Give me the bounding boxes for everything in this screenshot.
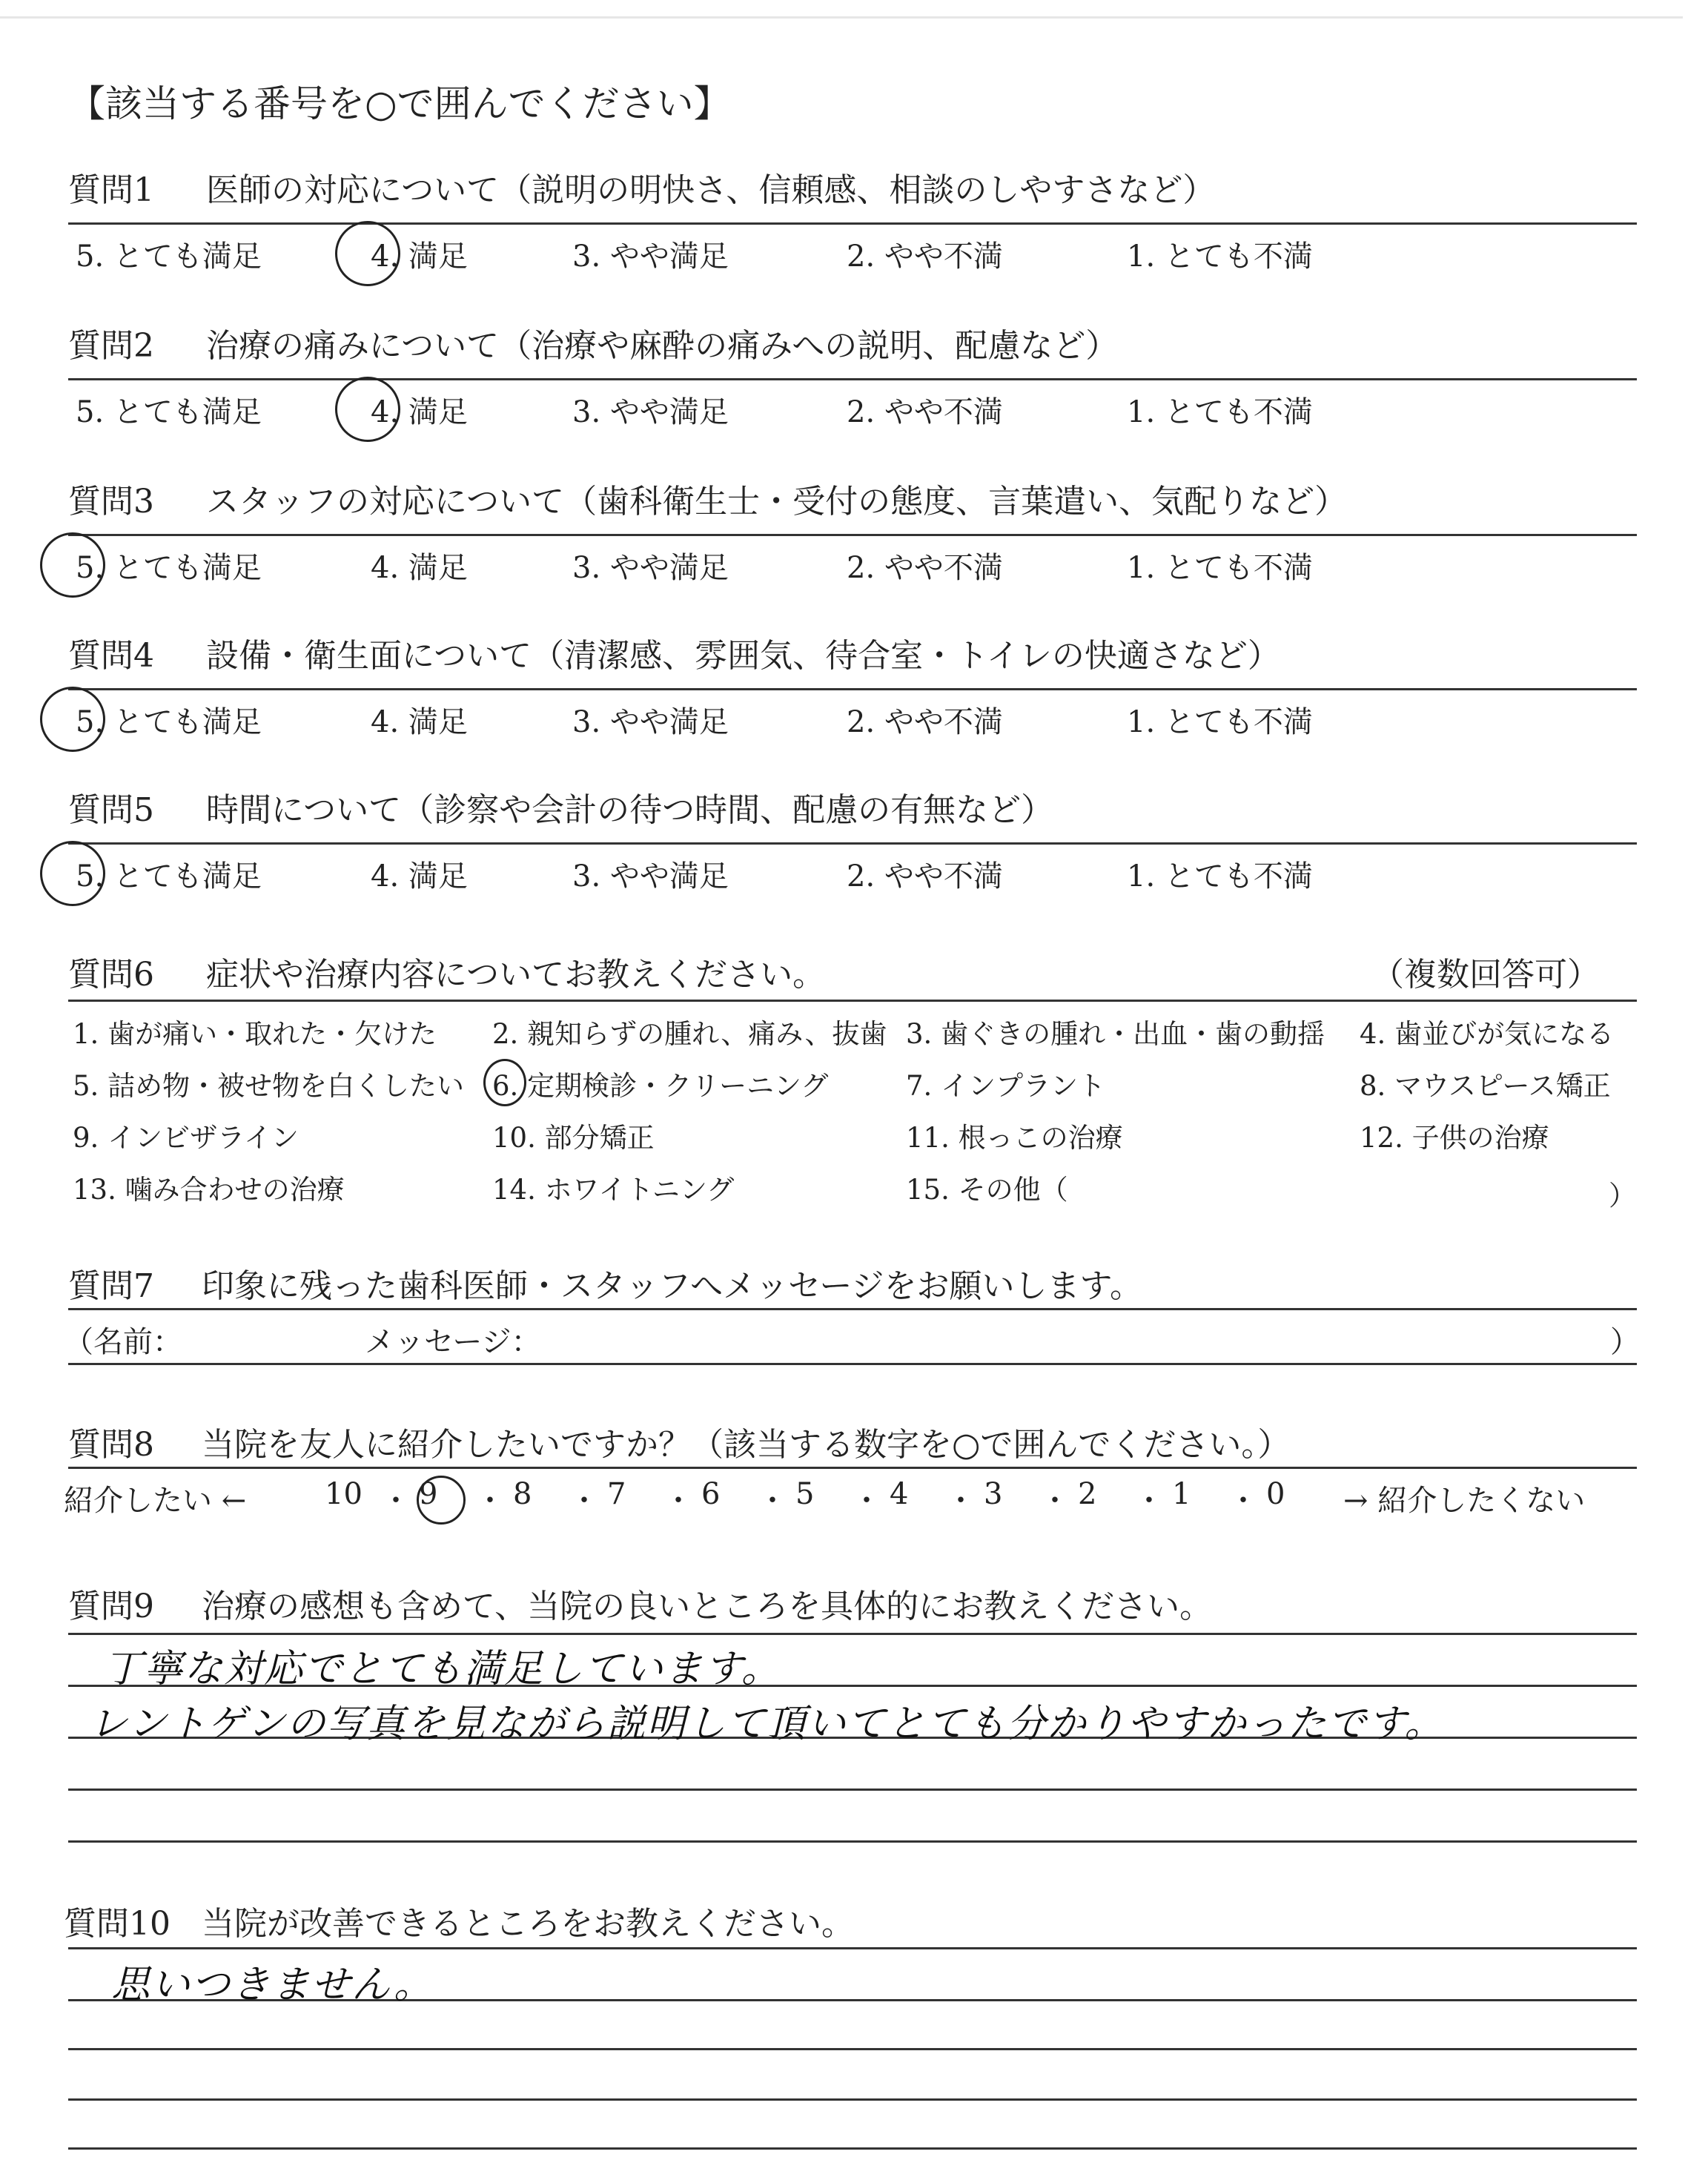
q6-option-6[interactable]: 6. 定期検診・クリーニング bbox=[492, 1070, 829, 1102]
q5-rule bbox=[68, 842, 1637, 845]
q6-option-4[interactable]: 4. 歯並びが気になる bbox=[1360, 1018, 1615, 1050]
q8-separator: ・ bbox=[946, 1484, 976, 1518]
q3-option-1[interactable]: 1. とても不満 bbox=[1127, 551, 1313, 585]
q4-option-4[interactable]: 4. 満足 bbox=[371, 705, 468, 739]
q2-option-5[interactable]: 5. とても満足 bbox=[76, 395, 262, 429]
q5-option-4[interactable]: 4. 満足 bbox=[371, 859, 468, 894]
q2-selection-circle[interactable] bbox=[335, 377, 400, 442]
q6-option-15[interactable]: 15. その他（ bbox=[906, 1174, 1068, 1206]
q9-label: 質問9 bbox=[68, 1588, 154, 1625]
q9-answer-line-2[interactable]: レントゲンの写真を見ながら説明して頂いてとても分かりやすかったです。 bbox=[89, 1702, 1445, 1746]
q4-option-1[interactable]: 1. とても不満 bbox=[1127, 705, 1313, 739]
q8-scale-2[interactable]: 2 bbox=[1078, 1477, 1097, 1511]
q1-selection-circle[interactable] bbox=[335, 221, 400, 286]
q8-scale-7[interactable]: 7 bbox=[607, 1477, 626, 1511]
q10-label: 質問10 bbox=[64, 1905, 171, 1943]
q8-separator: ・ bbox=[758, 1484, 787, 1518]
q10-rule-1 bbox=[68, 1947, 1637, 1949]
q6-option-13[interactable]: 13. 噛み合わせの治療 bbox=[73, 1174, 345, 1206]
q5-option-3[interactable]: 3. やや満足 bbox=[572, 859, 729, 894]
q6-close-paren: ） bbox=[1609, 1180, 1636, 1212]
form-header: 【該当する番号を○で囲んでください】 bbox=[68, 82, 731, 125]
q8-scale-3[interactable]: 3 bbox=[984, 1477, 1003, 1511]
q7-rule bbox=[68, 1308, 1637, 1310]
q6-option-11[interactable]: 11. 根っこの治療 bbox=[906, 1122, 1123, 1154]
q6-option-1[interactable]: 1. 歯が痛い・取れた・欠けた bbox=[73, 1018, 437, 1050]
q1-option-4[interactable]: 4. 満足 bbox=[371, 240, 468, 274]
q5-label: 質問5 bbox=[68, 791, 154, 829]
scan-edge bbox=[0, 16, 1683, 19]
q4-option-5[interactable]: 5. とても満足 bbox=[76, 705, 262, 739]
q2-rule bbox=[68, 378, 1637, 380]
q8-separator: ・ bbox=[475, 1484, 505, 1518]
q8-separator: ・ bbox=[663, 1484, 693, 1518]
q1-option-5[interactable]: 5. とても満足 bbox=[76, 240, 262, 274]
q6-option-12[interactable]: 12. 子供の治療 bbox=[1360, 1122, 1549, 1154]
q4-label: 質問4 bbox=[68, 637, 154, 675]
q8-scale-1[interactable]: 1 bbox=[1172, 1477, 1191, 1511]
q10-rule-5 bbox=[68, 2147, 1637, 2150]
q6-option-10[interactable]: 10. 部分矯正 bbox=[492, 1122, 655, 1154]
q8-separator: ・ bbox=[569, 1484, 599, 1518]
q6-note: （複数回答可） bbox=[1371, 956, 1600, 994]
q7-name-label: （名前： bbox=[64, 1325, 182, 1359]
q1-text: 医師の対応について（説明の明快さ、信頼感、相談のしやすさなど） bbox=[206, 171, 1216, 209]
q8-separator: ・ bbox=[381, 1484, 411, 1518]
q8-separator: ・ bbox=[1228, 1484, 1258, 1518]
q1-rule bbox=[68, 222, 1637, 225]
q8-scale-8[interactable]: 8 bbox=[513, 1477, 532, 1511]
q8-scale-5[interactable]: 5 bbox=[795, 1477, 815, 1511]
q4-option-2[interactable]: 2. やや不満 bbox=[847, 705, 1003, 739]
q9-text: 治療の感想も含めて、当院の良いところを具体的にお教えください。 bbox=[202, 1588, 1213, 1625]
q4-option-3[interactable]: 3. やや満足 bbox=[572, 705, 729, 739]
q8-separator: ・ bbox=[852, 1484, 881, 1518]
q10-rule-4 bbox=[68, 2098, 1637, 2101]
q6-selection-circle[interactable] bbox=[483, 1059, 526, 1106]
q3-text: スタッフの対応について（歯科衛生士・受付の態度、言葉遣い、気配りなど） bbox=[206, 483, 1348, 521]
q3-rule bbox=[68, 534, 1637, 536]
q8-scale-10[interactable]: 10 bbox=[325, 1477, 363, 1511]
q6-text: 症状や治療内容についてお教えください。 bbox=[206, 956, 826, 994]
q10-answer-line-1[interactable]: 思いつきません。 bbox=[111, 1963, 434, 2007]
q4-rule bbox=[68, 688, 1637, 690]
q10-rule-3 bbox=[68, 2048, 1637, 2050]
q2-option-1[interactable]: 1. とても不満 bbox=[1127, 395, 1313, 429]
q8-scale-4[interactable]: 4 bbox=[890, 1477, 909, 1511]
q5-text: 時間について（診察や会計の待つ時間、配慮の有無など） bbox=[206, 791, 1054, 829]
q4-selection-circle[interactable] bbox=[40, 687, 105, 752]
q1-option-3[interactable]: 3. やや満足 bbox=[572, 240, 729, 274]
q1-option-1[interactable]: 1. とても不満 bbox=[1127, 240, 1313, 274]
q8-text: 当院を友人に紹介したいですか？（該当する数字を○で囲んでください。） bbox=[202, 1426, 1291, 1464]
q9-rule-1 bbox=[68, 1633, 1637, 1635]
q1-option-2[interactable]: 2. やや不満 bbox=[847, 240, 1003, 274]
q6-option-5[interactable]: 5. 詰め物・被せ物を白くしたい bbox=[73, 1070, 465, 1102]
q6-option-8[interactable]: 8. マウスピース矯正 bbox=[1360, 1070, 1611, 1102]
q5-selection-circle[interactable] bbox=[40, 841, 105, 906]
q6-rule bbox=[68, 1000, 1637, 1002]
q2-label: 質問2 bbox=[68, 327, 154, 365]
q8-label: 質問8 bbox=[68, 1426, 154, 1464]
q2-option-2[interactable]: 2. やや不満 bbox=[847, 395, 1003, 429]
q8-rule bbox=[68, 1467, 1637, 1469]
q7-text: 印象に残った歯科医師・スタッフへメッセージをお願いします。 bbox=[202, 1267, 1142, 1305]
q7-label: 質問7 bbox=[68, 1267, 154, 1305]
q3-option-3[interactable]: 3. やや満足 bbox=[572, 551, 729, 585]
q7-answer-rule[interactable] bbox=[68, 1363, 1637, 1365]
q6-option-7[interactable]: 7. インプラント bbox=[906, 1070, 1106, 1102]
q4-text: 設備・衛生面について（清潔感、雰囲気、待合室・トイレの快適さなど） bbox=[206, 637, 1280, 675]
q8-scale-9[interactable]: 9 bbox=[419, 1477, 438, 1511]
q8-scale-6[interactable]: 6 bbox=[701, 1477, 721, 1511]
q8-right-label: → 紹介したくない bbox=[1343, 1484, 1586, 1518]
q5-option-2[interactable]: 2. やや不満 bbox=[847, 859, 1003, 894]
q6-option-3[interactable]: 3. 歯ぐきの腫れ・出血・歯の動揺 bbox=[906, 1018, 1325, 1050]
q8-left-label: 紹介したい ← bbox=[64, 1484, 247, 1518]
q2-text: 治療の痛みについて（治療や麻酔の痛みへの説明、配慮など） bbox=[206, 327, 1119, 365]
q9-rule-5 bbox=[68, 1840, 1637, 1843]
q8-scale-0[interactable]: 0 bbox=[1266, 1477, 1285, 1511]
q3-option-4[interactable]: 4. 満足 bbox=[371, 551, 468, 585]
q2-option-4[interactable]: 4. 満足 bbox=[371, 395, 468, 429]
q6-option-14[interactable]: 14. ホワイトニング bbox=[492, 1174, 735, 1206]
q7-message-label: メッセージ： bbox=[365, 1325, 541, 1359]
q10-text: 当院が改善できるところをお教えください。 bbox=[202, 1905, 854, 1943]
q6-option-9[interactable]: 9. インビザライン bbox=[73, 1122, 299, 1154]
q3-selection-circle[interactable] bbox=[40, 532, 105, 598]
q6-option-2[interactable]: 2. 親知らずの腫れ、痛み、抜歯 bbox=[492, 1018, 887, 1050]
q3-label: 質問3 bbox=[68, 483, 154, 521]
q1-label: 質問1 bbox=[68, 171, 154, 209]
q8-separator: ・ bbox=[1040, 1484, 1070, 1518]
q8-selection-circle[interactable] bbox=[417, 1476, 466, 1525]
q5-option-5[interactable]: 5. とても満足 bbox=[76, 859, 262, 894]
q9-answer-line-1[interactable]: 丁寧な対応でとても満足しています。 bbox=[104, 1647, 781, 1691]
q6-label: 質問6 bbox=[68, 956, 154, 994]
q9-rule-4 bbox=[68, 1789, 1637, 1791]
q3-option-2[interactable]: 2. やや不満 bbox=[847, 551, 1003, 585]
q7-close-paren: ） bbox=[1610, 1325, 1640, 1359]
q2-option-3[interactable]: 3. やや満足 bbox=[572, 395, 729, 429]
q5-option-1[interactable]: 1. とても不満 bbox=[1127, 859, 1313, 894]
q8-separator: ・ bbox=[1134, 1484, 1164, 1518]
q3-option-5[interactable]: 5. とても満足 bbox=[76, 551, 262, 585]
